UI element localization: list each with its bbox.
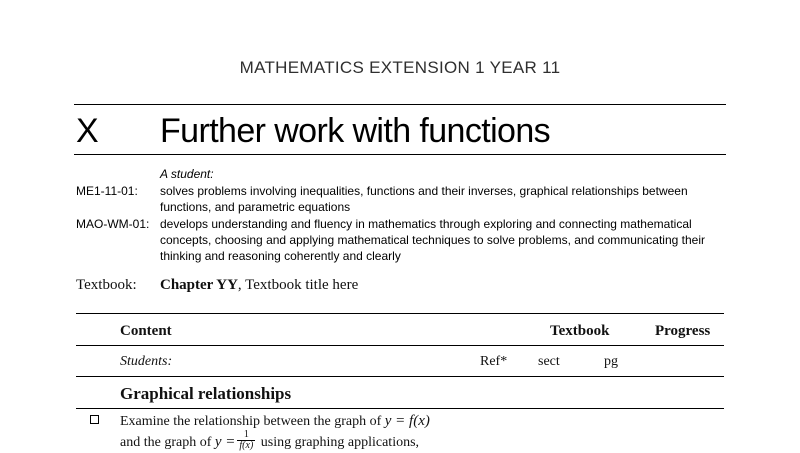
content-item-line-1 bbox=[120, 411, 500, 432]
group-heading: Graphical relationships bbox=[120, 384, 292, 403]
textbook-chapter: Chapter YY bbox=[160, 277, 238, 293]
subheader-ref: Ref* bbox=[480, 354, 508, 369]
subheader-students: Students: bbox=[120, 354, 173, 369]
outcome-code: MAO-WM-01: bbox=[76, 217, 150, 231]
subheader-sect: sect bbox=[538, 354, 560, 369]
table-group-rule bbox=[76, 408, 724, 409]
content-item bbox=[120, 411, 500, 453]
content-text: Examine the relationship between the graph of bbox=[120, 414, 382, 429]
outcome-text: solves problems involving inequalities, functions and their inverses, graphical relationships between functions, and parametric equations bbox=[160, 184, 688, 214]
table-top-rule bbox=[76, 313, 724, 314]
outcome-row bbox=[76, 216, 726, 264]
progress-checkbox[interactable] bbox=[90, 415, 99, 424]
content-text: and the graph of bbox=[120, 435, 212, 450]
document-header-title: MATHEMATICS EXTENSION 1 YEAR 11 bbox=[239, 58, 561, 77]
outcome-row bbox=[76, 183, 726, 215]
column-header-textbook: Textbook bbox=[550, 323, 610, 339]
fraction-denominator: f(x) bbox=[239, 440, 254, 452]
textbook-label: Textbook: bbox=[76, 277, 137, 293]
outcome-text: develops understanding and fluency in mathematics through exploring and connecting mathematical concepts, choosing and applying mathematical techniques to solve problems, and communicating their thinking and reasoning coherently and clearly bbox=[160, 217, 705, 263]
outcomes-intro: A student: bbox=[160, 167, 214, 181]
section-letter: X bbox=[76, 112, 99, 150]
textbook-reference bbox=[76, 275, 726, 295]
subheader-pg: pg bbox=[604, 354, 618, 369]
title-bottom-rule bbox=[74, 154, 726, 155]
fraction-numerator: 1 bbox=[237, 430, 255, 441]
title-top-rule bbox=[74, 104, 726, 105]
outcome-code: ME1-11-01: bbox=[76, 184, 138, 198]
textbook-citation bbox=[160, 275, 358, 295]
math-expression: y = bbox=[214, 434, 236, 450]
textbook-title: , Textbook title here bbox=[237, 277, 359, 293]
table-subheader-rule bbox=[76, 376, 724, 377]
outcomes-block bbox=[76, 166, 726, 264]
content-text: using graphing applications, bbox=[260, 435, 420, 450]
column-header-content: Content bbox=[120, 323, 172, 339]
column-header-progress: Progress bbox=[655, 323, 711, 339]
math-expression: y = f(x) bbox=[384, 413, 430, 429]
table-header-rule bbox=[76, 345, 724, 346]
section-title: Further work with functions bbox=[160, 112, 551, 150]
fraction bbox=[237, 430, 255, 451]
